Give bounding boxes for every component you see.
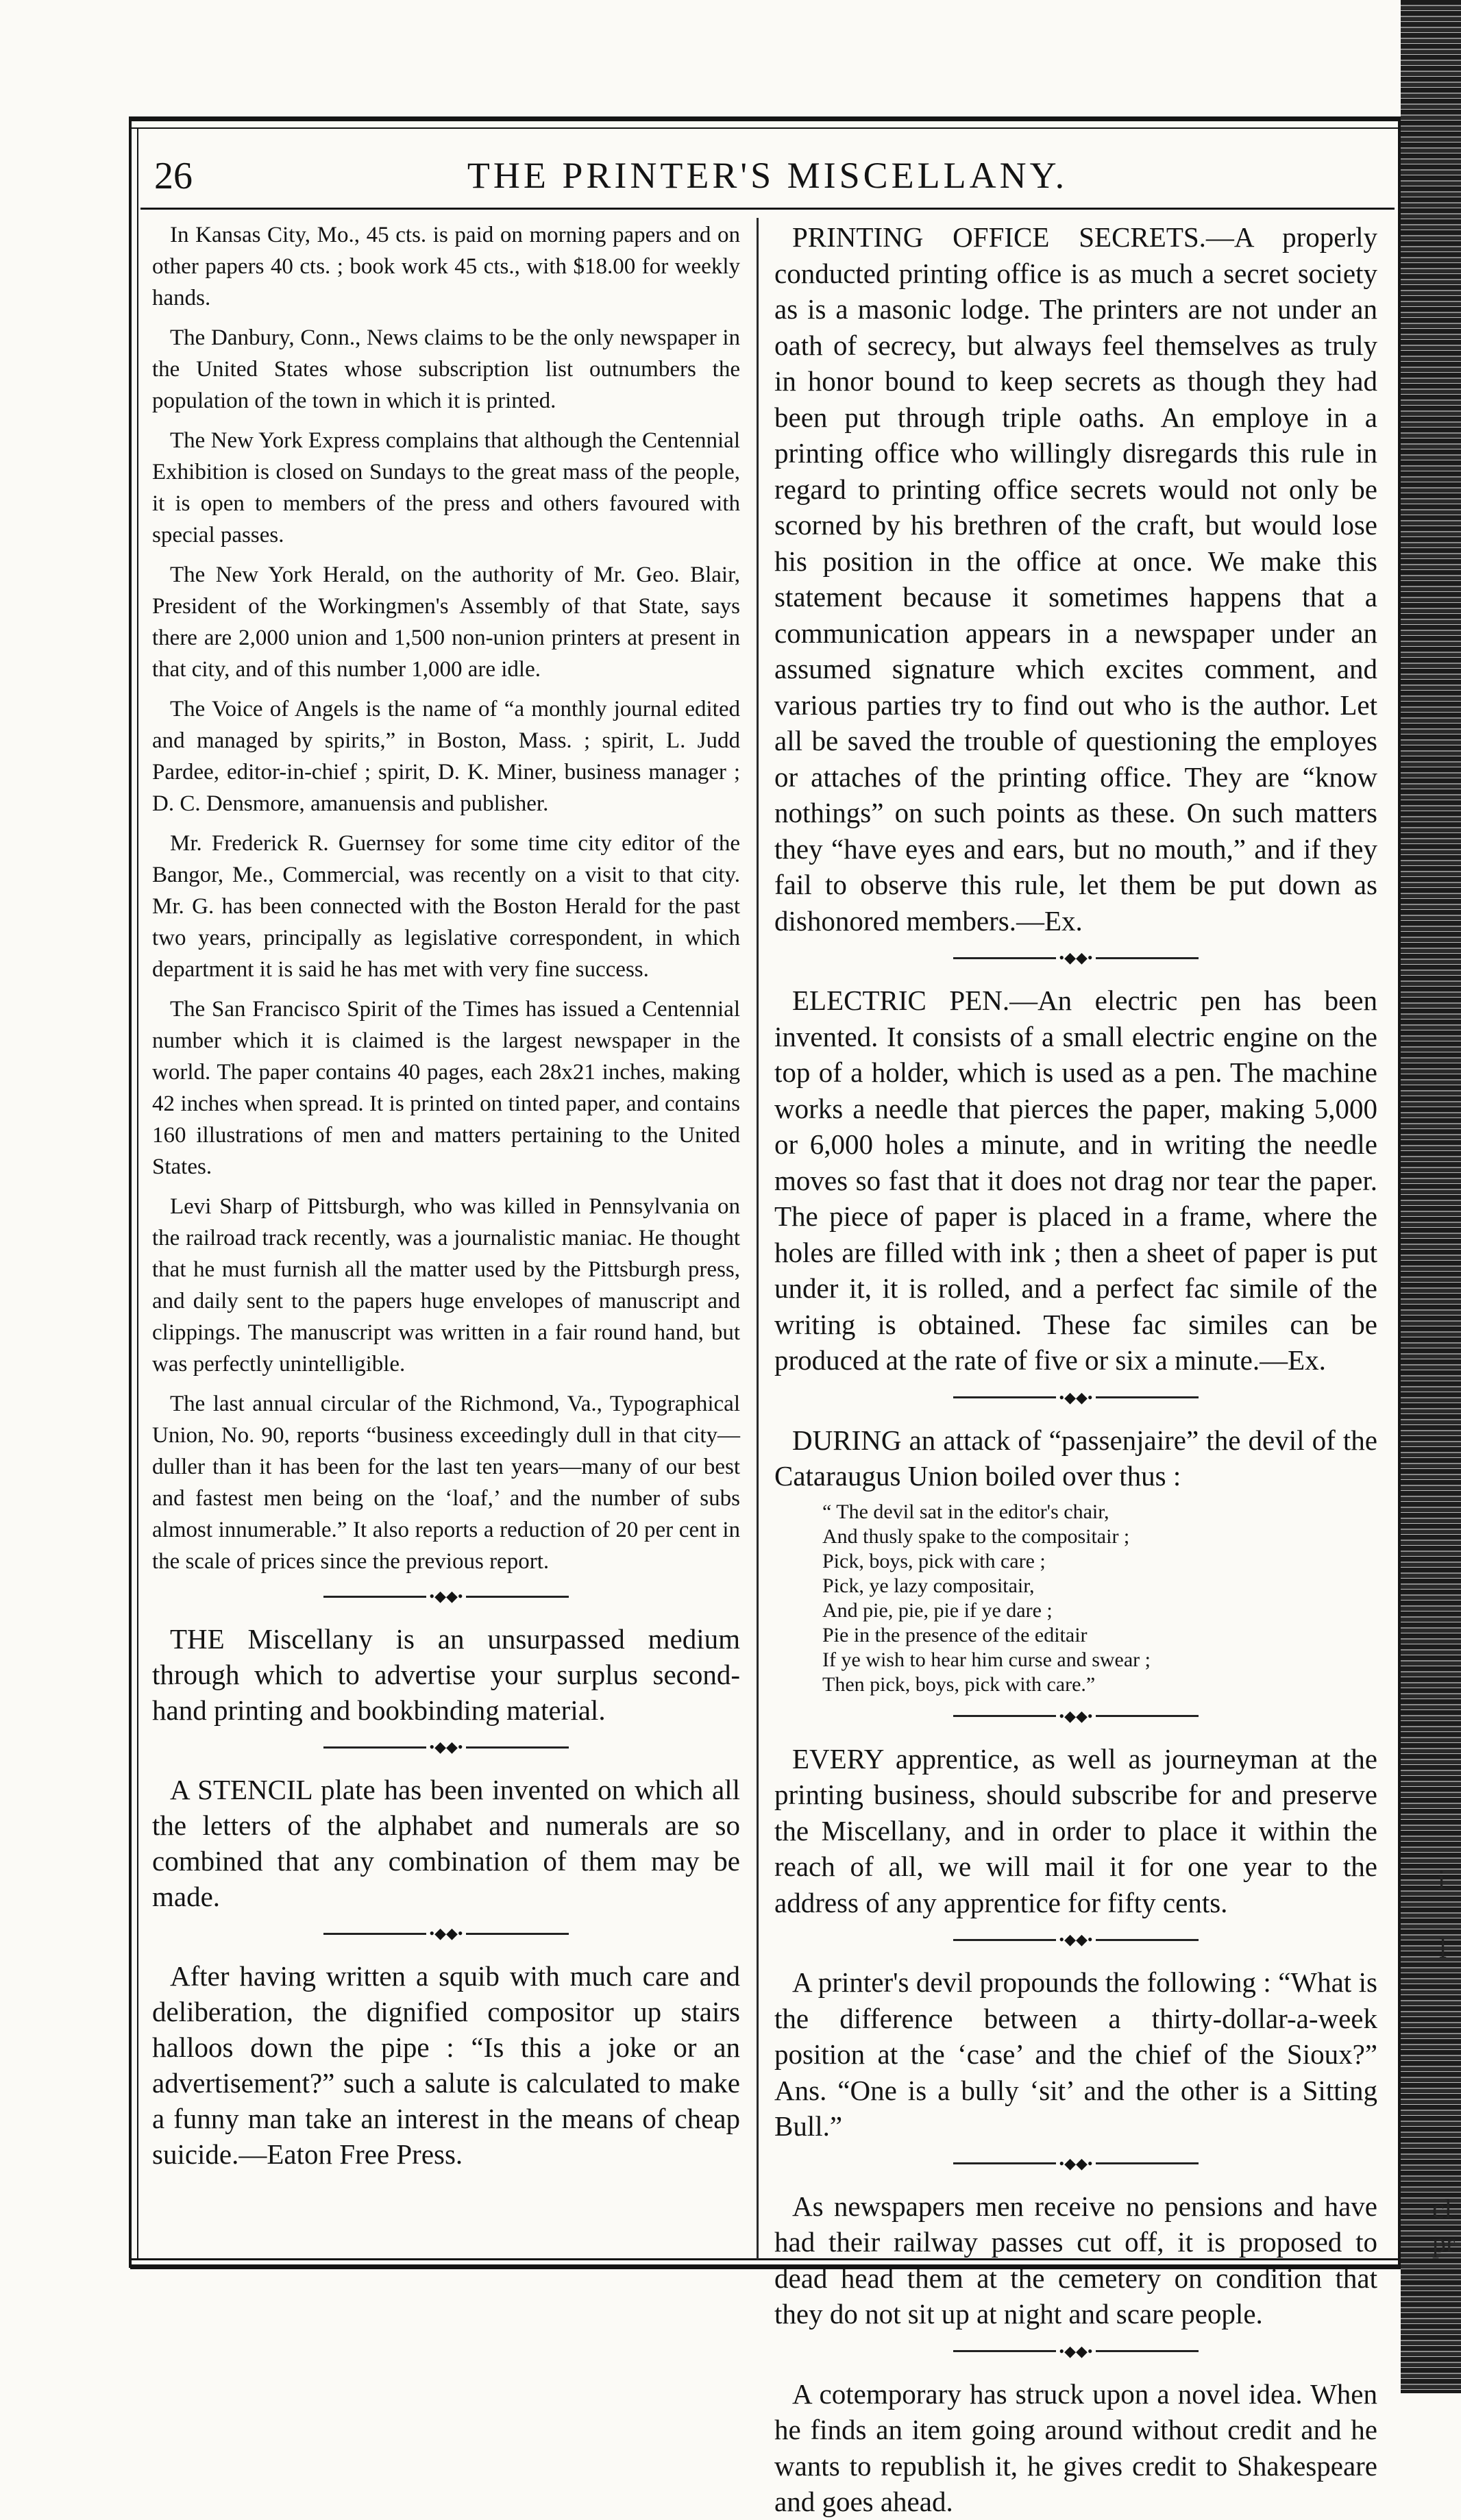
header-rule <box>140 208 1395 210</box>
news-item: The New York Express complains that although the Centennial Exhibition is closed on Sundays to the great mass of the people, it is open to members of the press and others favoured with special passes. <box>152 428 740 547</box>
edge-fragment: pr <box>1432 2227 1456 2258</box>
page-number: 26 <box>154 155 193 197</box>
ornamental-separator: •◆◆• <box>774 1709 1377 1723</box>
every-apprentice: EVERY apprentice, as well as journeyman at the printing business, should subscribe for and preserve the Miscellany, and in order to place it within the reach of all, we will mail it for one year to the address of any apprentice for fifty cents. <box>774 1742 1377 1918</box>
page-header <box>154 154 1381 202</box>
miscellany-notice: THE Miscellany is an unsurpassed medium through which to advertise your surplus second-hand printing and bookbinding material. <box>152 1623 740 1726</box>
news-items <box>152 219 740 1577</box>
squib-notice: After having written a squib with much care and deliberation, the dignified compositor up stairs halloos down the pipe : “Is this a joke or an advertisement?” such a salute is calculated to make a funny man take an interest in the means of cheap suicide.—Eaton Free Press. <box>152 1960 740 2170</box>
edge-fragment: i <box>1438 1864 1446 1895</box>
ornamental-separator: •◆◆• <box>774 2157 1377 2171</box>
ornamental-separator: •◆◆• <box>152 1590 740 1603</box>
poem-line: Pick, boys, pick with care ; <box>822 1549 1046 1572</box>
during-attack-intro: DURING an attack of “passenjaire” the devil of the Cataraugus Union boiled over thus : <box>774 1424 1377 1492</box>
ornamental-separator: •◆◆• <box>152 1927 740 1940</box>
poem-line: If ye wish to hear him curse and swear ; <box>822 1648 1151 1671</box>
devil-poem <box>822 1500 1377 1697</box>
poem-line: And pie, pie, pie if ye dare ; <box>822 1598 1053 1622</box>
news-item: The Danbury, Conn., News claims to be the only newspaper in the United States whose subscription list outnumbers the population of the town in which it is printed. <box>152 325 740 413</box>
frame-left-rule <box>129 116 132 2268</box>
ornamental-separator: •◆◆• <box>774 1391 1377 1405</box>
news-item: The San Francisco Spirit of the Times has issued a Centennial number which it is claimed is the largest newspaper in the world. The paper contains 40 pages, each 28x21 inches, making 42 inches when spread. It is printed on tinted paper, and contains 160 illustrations of men and matters pertaining to the United States. <box>152 997 740 1179</box>
edge-fragment: cl <box>1432 2193 1452 2224</box>
frame-top-rule <box>130 116 1405 121</box>
news-item: The Voice of Angels is the name of “a monthly journal edited and managed by spirits,” in Boston, Mass. ; spirit, L. Judd Pardee, editor-in-chief ; spirit, D. K. Miner, business manager ; D. C. Densmore, amanuensis and publisher. <box>152 697 740 816</box>
news-item: Mr. Frederick R. Guernsey for some time city editor of the Bangor, Me., Commercial, was recently on a visit to that city. Mr. G. has been connected with the Boston Herald for the past two years, principally as legislative correspondent, in which department it is said he has met with very fine success. <box>152 831 740 982</box>
poem-line: Then pick, boys, pick with care.” <box>822 1672 1096 1696</box>
poem-line: Pick, ye lazy compositair, <box>822 1574 1035 1597</box>
frame-top-rule-thin <box>130 127 1405 129</box>
news-item: Levi Sharp of Pittsburgh, who was killed in Pennsylvania on the railroad track recently, was a journalistic maniac. He thought that he must furnish all the matter used by the Pittsburgh press, and daily sent to the papers huge envelopes of manuscript and clippings. The manuscript was written in a fair round hand, but was perfectly unintelligible. <box>152 1194 740 1376</box>
binding-edge <box>1401 0 1461 2393</box>
ornamental-separator: •◆◆• <box>774 2345 1377 2358</box>
pensions-item: As newspapers men receive no pensions and have had their railway passes cut off, it is proposed to dead head them at the cemetery on condition that they do not sit up at night and scare people. <box>774 2190 1377 2330</box>
poem-line: “ The devil sat in the editor's chair, <box>822 1500 1109 1523</box>
cotemporary-item: A cotemporary has struck upon a novel idea. When he finds an item going around without credit and he wants to republish it, he gives credit to Shakespeare and goes ahead. <box>774 2377 1377 2517</box>
news-item: The New York Herald, on the authority of Mr. Geo. Blair, President of the Workingmen's Assembly of that State, says there are 2,000 union and 1,500 non-union printers at present in that city, and of this number 1,000 are idle. <box>152 563 740 682</box>
printing-office-secrets: PRINTING OFFICE SECRETS.—A properly conducted printing office is as much a secret society as is a masonic lodge. The printers are not under an oath of secrecy, but always feel themselves as truly in honor bound to keep secrets as though they had been put through triple oaths. An employe in a printing office who willingly disregards this rule in regard to printing office secrets would not only be scorned by his brethren of the craft, but would lose his position in the office at once. We make this statement because it sometimes happens that a communication appears in a newspaper under an assumed signature which excites comment, and various parties try to find out who is the author. Let all be saved the trouble of questioning the employes or attaches of the printing office. They are “know nothings” on such points as these. On such matters they “have eyes and ears, but no mouth,” and if they fail to observe this rule, let them be put down as dishonored members.—Ex. <box>774 221 1377 937</box>
ornamental-separator: •◆◆• <box>774 951 1377 965</box>
news-item: The last annual circular of the Richmond, Va., Typographical Union, No. 90, reports “business exceedingly dull in that city—duller than it has been for the last ten years—many of our best and fastest men being on the ‘loaf,’ and the number of subs almost innumerable.” It also reports a reduction of 20 per cent in the scale of prices since the previous report. <box>152 1392 740 1574</box>
news-item: In Kansas City, Mo., 45 cts. is paid on morning papers and on other papers 40 cts. ; book work 45 cts., with $18.00 for weekly hands. <box>152 223 740 310</box>
ornamental-separator: •◆◆• <box>774 1933 1377 1947</box>
printers-devil-joke: A printer's devil propounds the following : “What is the difference between a thirty-dollar-a-week position at the ‘case’ and the chief of the Sioux?” Ans. “One is a bully ‘sit’ and the other is a Sitting Bull.” <box>774 1966 1377 2142</box>
left-column <box>152 219 740 2172</box>
right-column <box>774 219 1377 2520</box>
column-divider <box>757 218 759 2260</box>
poem-line: And thusly spake to the compositair ; <box>822 1524 1130 1548</box>
page-title: THE PRINTER'S MISCELLANY. <box>467 155 1068 196</box>
electric-pen: ELECTRIC PEN.—An electric pen has been invented. It consists of a small electric engine on the top of a holder, which is used as a pen. The machine works a needle that pierces the paper, making 5,000 or 6,000 holes a minute, and in writing the needle moves so fast that it does not drag nor tear the paper. The piece of paper is placed in a frame, where the holes are filled with ink ; then a sheet of paper is put under it, it is rolled, and a perfect fac simile of the writing is obtained. These fac similes can be produced at the rate of five or six a minute.—Ex. <box>774 985 1377 1376</box>
poem-line: Pie in the presence of the editair <box>822 1623 1088 1646</box>
edge-fragment: l <box>1439 1933 1447 1964</box>
frame-left-rule-thin <box>137 127 138 2258</box>
stencil-notice: A STENCIL plate has been invented on which all the letters of the alphabet and numerals are so combined that any combination of them may be made. <box>152 1774 740 1912</box>
ornamental-separator: •◆◆• <box>152 1740 740 1754</box>
